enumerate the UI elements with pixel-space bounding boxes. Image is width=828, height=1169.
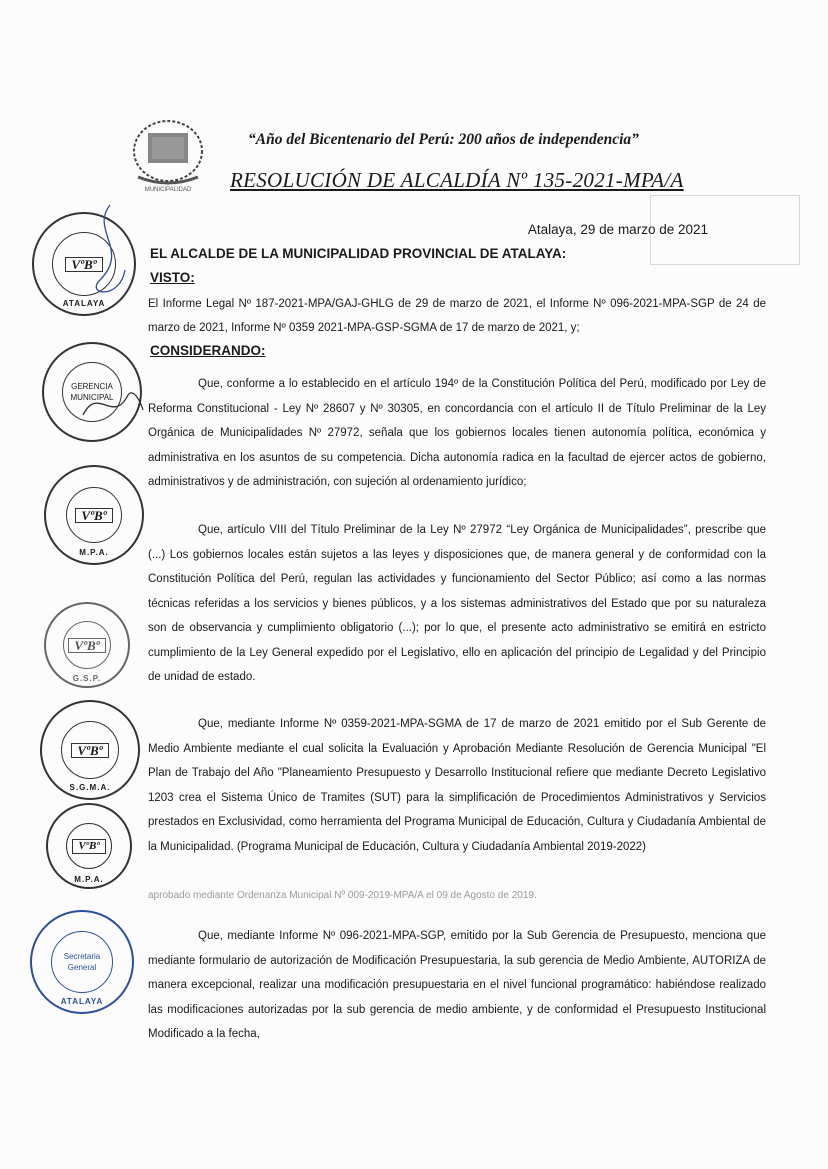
motto: “Año del Bicentenario del Perú: 200 años de independencia” — [248, 131, 639, 148]
seal-bottom: G.S.P. — [72, 674, 102, 683]
paragraph-4: Que, mediante Informe Nº 096-2021-MPA-SGP, emitido por la Sub Gerencia de Presupuesto, menciona que mediante formulario de autorización de Modificación Presupuestaria, la sub gerencia de Medio Ambiente, AUTORIZA de manera excepcional, realizar una modificación presupuestaria en el nivel funcional programático: habiéndose realizado las modificaciones autorizadas por la sub gerencia de medio ambiente, y de conformidad el Presupuesto Institucional Modificado a la fecha, — [148, 930, 766, 1040]
resolution-title: RESOLUCIÓN DE ALCALDÍA Nº 135-2021-MPA/A — [230, 168, 684, 192]
signature-scribble — [80, 200, 140, 310]
seal-center: Secretaria General — [51, 931, 113, 993]
vb-mark: VºBº — [68, 638, 105, 653]
considerando-heading: CONSIDERANDO: — [150, 343, 266, 358]
seal-asesoria-juridica — [44, 465, 144, 565]
seal-bottom: M.P.A. — [79, 548, 109, 557]
seal-gsp — [44, 602, 130, 688]
paragraph-1: Que, conforme a lo establecido en el artículo 194º de la Constitución Política del Perú, modificado por Ley de Reforma Constitucional - Ley Nº 28607 y Nº 30305, en concordancia con el artículo II de Título Preliminar de la Ley Orgánica de Municipalidades Nº 27972, señala que los gobiernos locales tienen autonomía política, económica y administrativa en los asuntos de su competencia. Dicha autonomía radica en la facultad de ejercer actos de gobierno, administrativos y de administración, con sujeción al ordenamiento jurídico; — [148, 378, 766, 488]
paragraph-3: Que, mediante Informe Nº 0359-2021-MPA-SGMA de 17 de marzo de 2021 emitido por el Sub Gerente de Medio Ambiente mediante el cual solicita la Evaluación y Aprobación Mediante Resolución de Gerencia Municipal "El Plan de Trabajo del Año "Planeamiento Presupuesto y Desarrollo Institucional refiere que mediante Decreto Legislativo 1203 crea el Sistema Único de Tramites (SUT) para la simplificación de Procedimientos Administrativos y Servicios prestados en Exclusividad, como herramienta del Programa Municipal de Educación, Cultura y Ciudadanía Ambiental de la Municipalidad. (Programa Municipal de Educación, Cultura y Ciudadanía Ambiental 2019-2022) — [148, 718, 766, 853]
seal-center: GERENCIA MUNICIPAL — [62, 362, 122, 422]
faded-line: aprobado mediante Ordenanza Municipal Nº 009-2019-MPA/A el 09 de Agosto de 2019. — [148, 890, 537, 901]
addressee-line: EL ALCALDE DE LA MUNICIPALIDAD PROVINCIAL DE ATALAYA: — [150, 246, 567, 261]
visto-heading: VISTO: — [150, 270, 195, 285]
date-line: Atalaya, 29 de marzo de 2021 — [527, 222, 708, 237]
paragraph-2: Que, artículo VIII del Título Preliminar de la Ley Nº 27972 “Ley Orgánica de Municipalidades”, prescribe que (...) Los gobiernos locales están sujetos a las leyes y disposiciones que, de manera general y de conformidad con la Constitución Política del Perú, regulan las actividades y funcionamiento del Sector Público; así como a las normas técnicas referidas a los servicios y bienes públicos, y a los sistemas administrativos del Estado que por su naturaleza son de observancia y cumplimiento obligatorio (...); por lo que, el presente acto administrativo se emitirá en estricto cumplimiento de la Ley General expedido por el Legislativo, ello en aplicación del principio de Legalidad y del Principio de unidad de estado. — [148, 524, 766, 683]
vb-mark: VºBº — [71, 743, 108, 758]
svg-text:MUNICIPALIDAD: MUNICIPALIDAD — [144, 187, 192, 193]
signature-scribble — [78, 380, 148, 430]
seal-bottom: S.G.M.A. — [69, 783, 111, 792]
visto-text: El Informe Legal Nº 187-2021-MPA/GAJ-GHLG de 29 de marzo de 2021, el Informe Nº 096-2021-MPA-SGP de 24 de marzo de 2021, Informe Nº 0359 2021-MPA-GSP-SGMA de 17 de marzo de 2021, y; — [148, 298, 766, 334]
municipal-emblem — [118, 115, 218, 197]
vb-mark: VºBº — [75, 508, 112, 523]
seal-bottom: M.P.A. — [74, 875, 104, 884]
seal-bottom: ATALAYA — [62, 299, 106, 308]
seal-bottom: ATALAYA — [60, 997, 104, 1006]
vb-mark: VºBº — [72, 839, 105, 854]
seal-sgma — [40, 700, 140, 800]
seal-secretaria-general — [30, 910, 134, 1014]
seal-planeamiento — [46, 803, 132, 889]
vb-mark: VºBº — [65, 257, 102, 272]
